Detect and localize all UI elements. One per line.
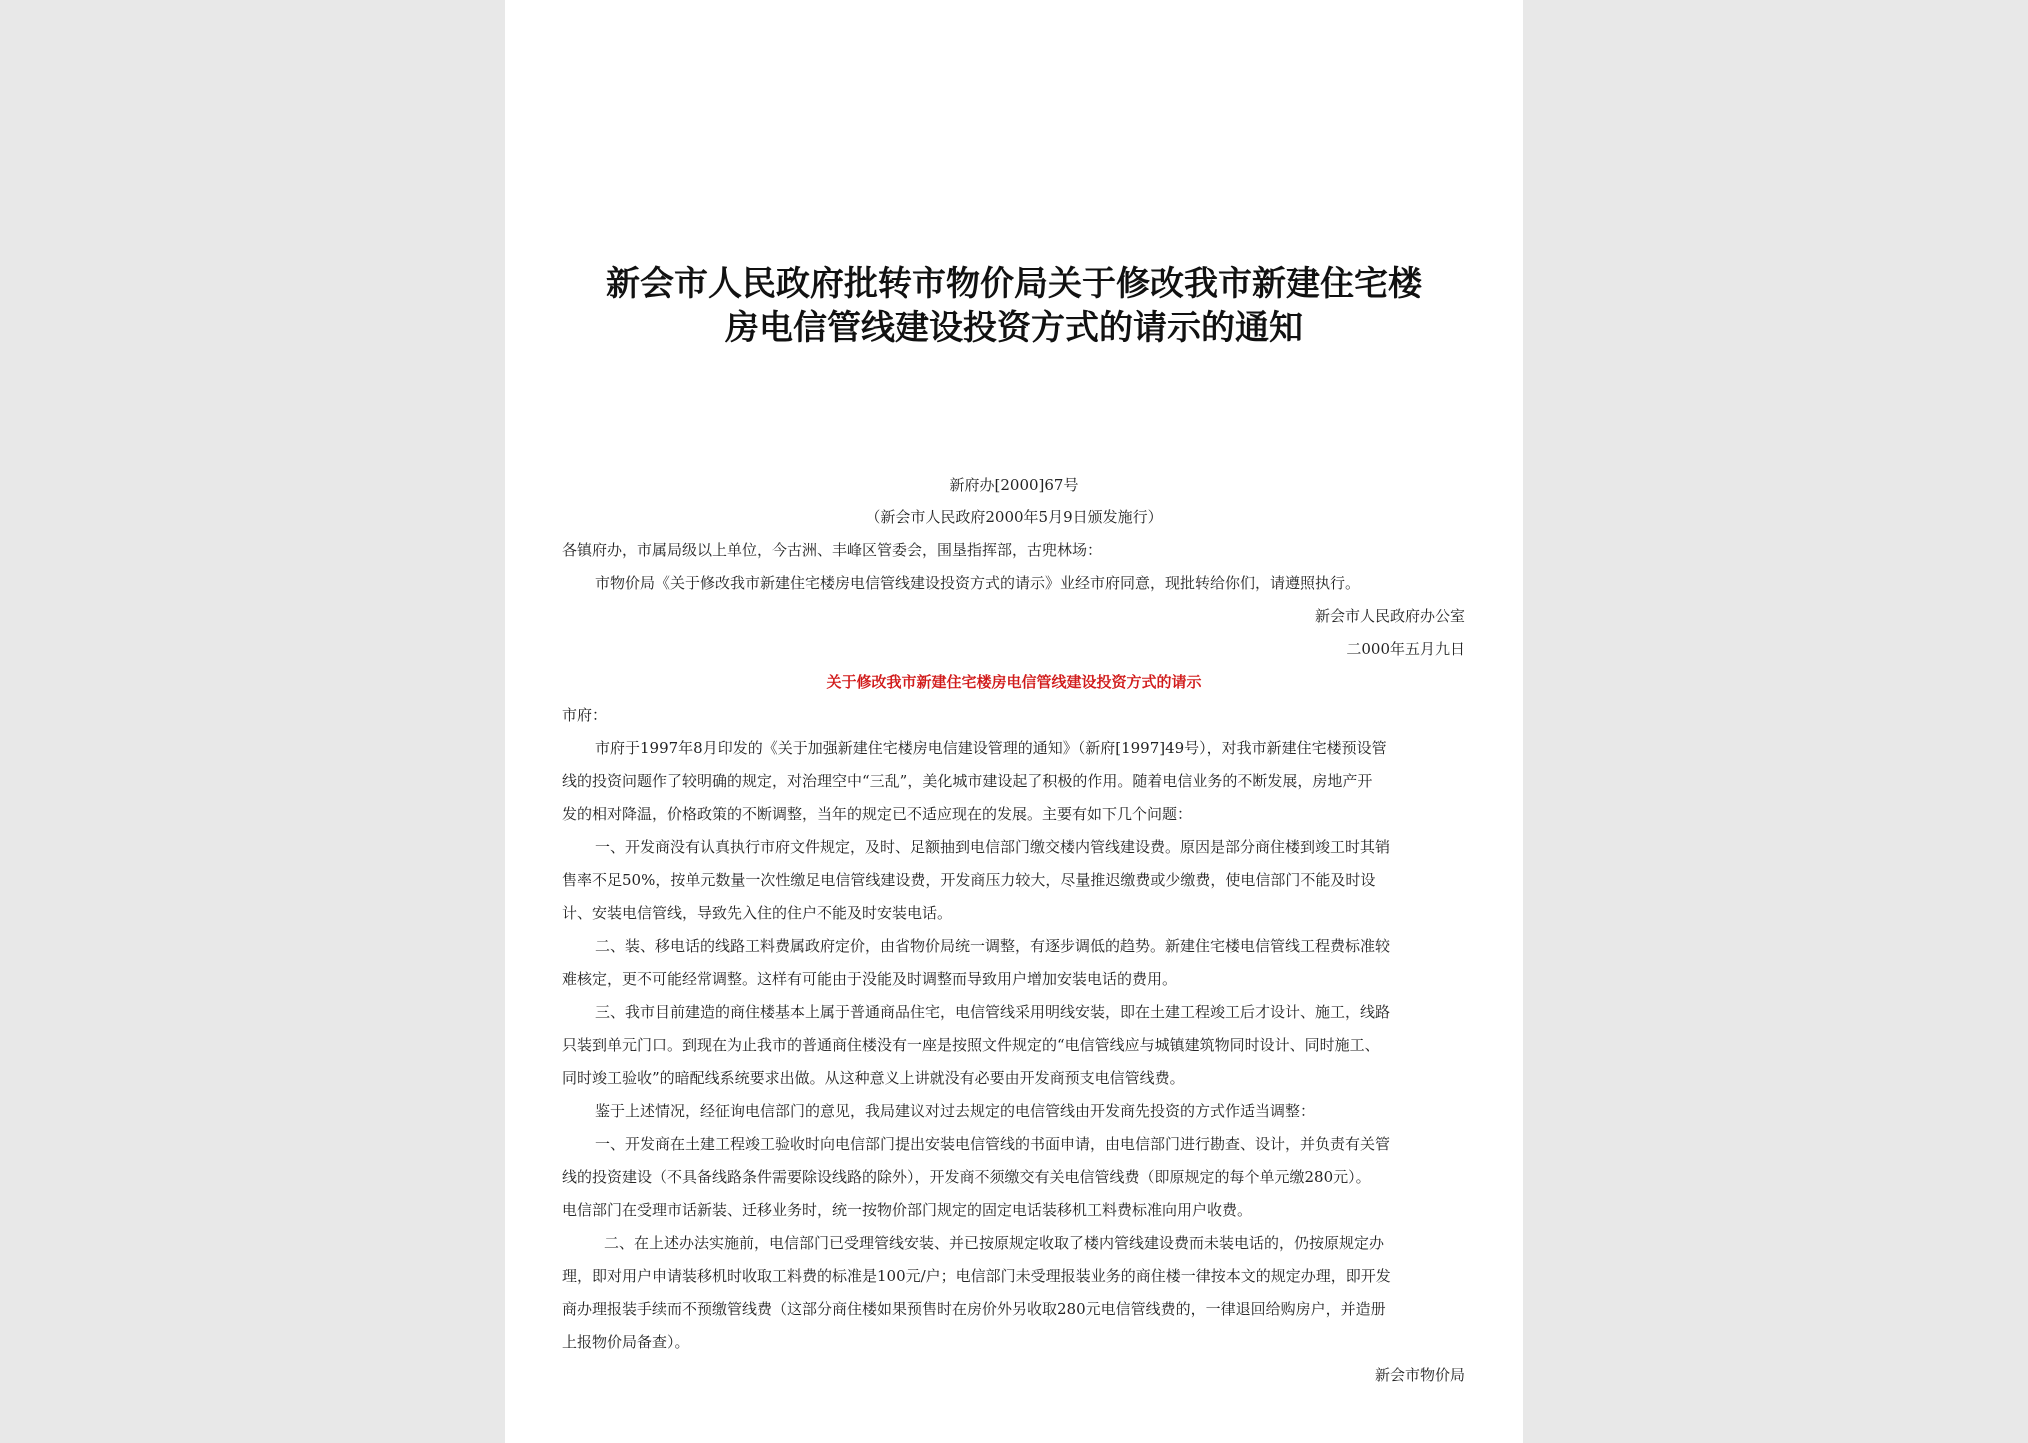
title-line-2: 房电信管线建设投资方式的请示的通知	[725, 308, 1303, 348]
body-line: 同时竣工验收”的暗配线系统要求出做。从这种意义上讲就没有必要由开发商预支电信管线费。	[562, 1069, 1185, 1087]
body-line: 电信部门在受理市话新装、迁移业务时，统一按物价部门规定的固定电话装移机工料费标准向用户收费。	[562, 1201, 1253, 1219]
body-line: 一、开发商没有认真执行市府文件规定，及时、足额抽到电信部门缴交楼内管线建设费。原因是部分商住楼到竣工时其销	[595, 838, 1391, 856]
body-line: 理，即对用户申请装移机时收取工料费的标准是100元/户；电信部门未受理报装业务的商住楼一律按本文的规定办理，即开发	[562, 1267, 1391, 1285]
body-line: 线的投资建设（不具备线路条件需要除设线路的除外），开发商不须缴交有关电信管线费（即原规定的每个单元缴280元）。	[562, 1168, 1371, 1186]
body-line: 二、在上述办法实施前，电信部门已受理管线安装、并已按原规定收取了楼内管线建设费而未装电话的，仍按原规定办	[604, 1234, 1385, 1252]
body-line: 售率不足50%，按单元数量一次性缴足电信管线建设费，开发商压力较大，尽量推迟缴费或少缴费，使电信部门不能及时设	[562, 871, 1376, 889]
bureau-signature: 新会市物价局	[1374, 1366, 1465, 1384]
body-line: 商办理报装手续而不预缴管线费（这部分商住楼如果预售时在房价外另收取280元电信管线费的，一律退回给购房户，并造册	[562, 1300, 1386, 1318]
forward-text: 市物价局《关于修改我市新建住宅楼房电信管线建设投资方式的请示》业经市府同意，现批转给你们，请遵照执行。	[595, 574, 1361, 592]
body-line: 发的相对降温，价格政策的不断调整，当年的规定已不适应现在的发展。主要有如下几个问题：	[562, 805, 1193, 823]
office-signature: 新会市人民政府办公室	[1314, 607, 1465, 625]
salutation: 市府：	[562, 706, 608, 724]
body-line: 三、我市目前建造的商住楼基本上属于普通商品住宅，电信管线采用明线安装，即在土建工程竣工后才设计、施工，线路	[595, 1003, 1391, 1021]
body-line: 一、开发商在土建工程竣工验收时向电信部门提出安装电信管线的书面申请，由电信部门进行勘查、设计，并负责有关管	[595, 1135, 1391, 1153]
document-title	[545, 262, 1483, 350]
document-page	[505, 0, 1523, 1443]
request-title: 关于修改我市新建住宅楼房电信管线建设投资方式的请示	[826, 673, 1202, 691]
office-date: 二000年五月九日	[1346, 640, 1465, 658]
doc-number: 新府办[2000]67号	[949, 476, 1079, 494]
body-line: 二、装、移电话的线路工料费属政府定价，由省物价局统一调整，有逐步调低的趋势。新建住宅楼电信管线工程费标准较	[595, 937, 1391, 955]
issued-note: （新会市人民政府2000年5月9日颁发施行）	[865, 508, 1163, 526]
body-line: 鉴于上述情况，经征询电信部门的意见，我局建议对过去规定的电信管线由开发商先投资的方式作适当调整：	[595, 1102, 1316, 1120]
body-line: 计、安装电信管线，导致先入住的住户不能及时安装电话。	[562, 904, 953, 922]
body-line: 只装到单元门口。到现在为止我市的普通商住楼没有一座是按照文件规定的“电信管线应与城镇建筑物同时设计、同时施工、	[562, 1036, 1380, 1054]
addressees: 各镇府办，市属局级以上单位，今古洲、丰峰区管委会，围垦指挥部，古兜林场：	[562, 541, 1103, 559]
title-line-1: 新会市人民政府批转市物价局关于修改我市新建住宅楼	[606, 264, 1422, 304]
body-line: 上报物价局备查）。	[562, 1333, 690, 1351]
body-line: 难核定，更不可能经常调整。这样有可能由于没能及时调整而导致用户增加安装电话的费用。	[562, 970, 1178, 988]
body-line: 市府于1997年8月印发的《关于加强新建住宅楼房电信建设管理的通知》（新府[1997]49号），对我市新建住宅楼预设管	[595, 739, 1387, 757]
body-line: 线的投资问题作了较明确的规定，对治理空中“三乱”，美化城市建设起了积极的作用。随着电信业务的不断发展，房地产开	[562, 772, 1373, 790]
